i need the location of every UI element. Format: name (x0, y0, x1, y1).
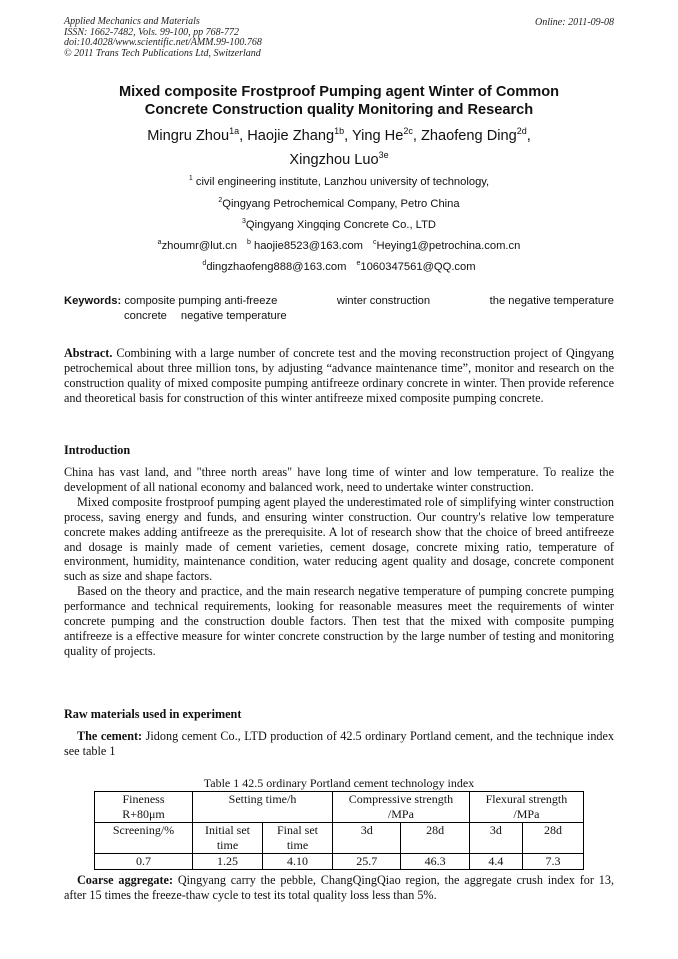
journal-copyright: © 2011 Trans Tech Publications Ltd, Switzerland (64, 47, 261, 59)
header-cell: Final set time (263, 823, 333, 854)
title-line-1: Mixed composite Frostproof Pumping agent Winter of Common (118, 84, 560, 100)
table-cell: 0.7 (95, 854, 193, 870)
affiliation-1 (64, 175, 614, 189)
header-cell: Compressive strength /MPa (333, 792, 470, 823)
affiliation-sup: 1 (188, 175, 193, 182)
email-sup: d (202, 260, 207, 267)
coarse-aggregate-paragraph (64, 873, 614, 903)
header-cell: 28d (401, 823, 469, 854)
online-date: Online: 2011-09-08 (535, 17, 614, 28)
author-sep: , (344, 128, 352, 144)
cement-paragraph (64, 729, 614, 759)
email-sup: a (157, 239, 162, 246)
header-cell: Fineness R+80μm (95, 792, 193, 823)
paper-title (64, 83, 614, 119)
header-cell: Setting time/h (193, 792, 333, 823)
header-cell: Flexural strength /MPa (469, 792, 583, 823)
journal-header (64, 17, 262, 59)
email-text: zhoumr@lut.cn (161, 240, 237, 252)
table-cell: 46.3 (401, 854, 469, 870)
table-cell: 4.10 (263, 854, 333, 870)
author-sup: 2d (516, 126, 527, 136)
affiliation-text: Qingyang Petrochemical Company, Petro China (222, 198, 460, 210)
author-sup: 1b (334, 126, 345, 136)
author-sep: , (239, 128, 248, 144)
author-name: Zhaofeng Ding (420, 128, 517, 144)
header-cell: 3d (333, 823, 401, 854)
affiliation-3 (64, 218, 614, 232)
abstract-text: Combining with a large number of concrete test and the moving reconstruction project of Qingyang petrochemical about three million tons, by adjusting “advance maintenance time”, monitor and research on the construction quality of mixed composite pumping antifreeze ordinary concrete in winter. Then provide reference and theoretical basis for construction of this winter antifreeze mixed composite pumping concrete. (64, 346, 615, 405)
cement-label: The cement: (77, 729, 143, 743)
email-text: 1060347561@QQ.com (360, 261, 476, 273)
email-sup: c (373, 239, 377, 246)
affiliation-sup: 2 (218, 197, 223, 204)
paragraph: Based on the theory and practice, and the main research negative temperature of pumping concrete pumping performance and technical requirements, looking for reasonable measures meet the requirements of winter concrete pumping and the construction double factors. Then test that the mixed with composite pumping antifreeze is a effective measure for winter concrete construction by the large number of testing and monitoring quality of projects. (64, 584, 614, 658)
title-line-2: Concrete Construction quality Monitoring and Research (144, 102, 534, 118)
author-sup: 1a (229, 126, 240, 136)
section-heading-introduction: Introduction (64, 443, 131, 457)
table-header-row (95, 792, 584, 823)
journal-issn: ISSN: 1662-7482, Vols. 99-100, pp 768-772 (64, 26, 239, 38)
cement-text: Jidong cement Co., LTD production of 42.5 ordinary Portland cement, and the technique index see table 1 (64, 729, 615, 758)
table-cell: 4.4 (469, 854, 522, 870)
abstract (64, 346, 614, 406)
journal-name: Applied Mechanics and Materials (64, 16, 200, 27)
affiliation-text: Qingyang Xingqing Concrete Co., LTD (245, 219, 436, 231)
author-line-1 (64, 124, 614, 148)
keyword-item: winter construction (336, 295, 431, 307)
table-cell: 7.3 (522, 854, 583, 870)
author-sep: , (412, 128, 421, 144)
email-sup: b (246, 239, 251, 246)
header-cell: Initial set time (193, 823, 263, 854)
abstract-label: Abstract. (64, 346, 113, 360)
paragraph: China has vast land, and "three north areas" have long time of winter and low temperature. To realize the development of all national economy and balanced work, need to undertake winter construction. (64, 465, 614, 494)
keywords-label: Keywords: (64, 295, 122, 307)
table-subheader-row (95, 823, 584, 854)
author-name: Ying He (351, 128, 404, 144)
keyword-item: negative temperature (180, 310, 287, 322)
coarse-text: Qingyang carry the pebble, ChangQingQiao region, the aggregate crush index for 13, after 15 times the freeze-thaw cycle to test its total quality loss less than 5%. (64, 873, 614, 902)
keywords-row-2 (64, 309, 614, 324)
email-text: dingzhaofeng888@163.com (206, 261, 347, 273)
author-name: Haojie Zhang (247, 128, 335, 144)
header-cell: 3d (469, 823, 522, 854)
introduction-body (64, 465, 614, 659)
email-text: haojie8523@163.com (253, 240, 363, 252)
header-cell: 28d (522, 823, 583, 854)
table-caption: Table 1 42.5 ordinary Portland cement technology index (203, 776, 475, 790)
keywords-row-1 (64, 294, 614, 309)
email-text: Heying1@petrochina.com.cn (376, 240, 521, 252)
section-heading-raw-materials: Raw materials used in experiment (64, 707, 242, 721)
author-sep: , (526, 128, 531, 144)
header-cell: Screening/% (95, 823, 193, 854)
email-line-2 (64, 260, 614, 274)
author-sup: 2c (403, 126, 413, 136)
table-cell: 25.7 (333, 854, 401, 870)
table-cell: 1.25 (193, 854, 263, 870)
keyword-item: concrete (124, 310, 167, 322)
affiliation-sup: 3 (242, 218, 246, 225)
author-list (64, 124, 614, 172)
affiliation-2 (64, 197, 614, 211)
cement-index-table (94, 791, 584, 870)
table-row (95, 854, 584, 870)
keyword-item: the negative temperature (489, 295, 614, 307)
coarse-label: Coarse aggregate: (77, 873, 173, 887)
journal-doi: doi:10.4028/www.scientific.net/AMM.99-100.768 (64, 37, 262, 48)
keyword-item: composite pumping anti-freeze (124, 295, 278, 307)
email-line-1 (64, 239, 614, 253)
keywords (64, 294, 614, 324)
email-sup: e (356, 260, 361, 267)
paragraph: Mixed composite frostproof pumping agent played the underestimated role of simplifying winter construction process, saving energy and funds, and ensuring winter construction. Our country's relative low temperature concrete makes adding antifreeze as the prerequisite. A lot of research show that the choice of breed antifreeze and dosage is mainly made of cement varieties, cement dosage, concrete mixing ratio, temperature of environment, humidity, maintenance condition, water reducing agent quality and dosage, concrete component such as size and shape factors. (64, 494, 614, 584)
author-sup: 3e (378, 150, 389, 160)
author-name: Mingru Zhou (147, 128, 230, 144)
author-line-2 (64, 148, 614, 172)
affiliation-text: civil engineering institute, Lanzhou university of technology, (195, 176, 490, 188)
author-name: Xingzhou Luo (289, 152, 379, 168)
